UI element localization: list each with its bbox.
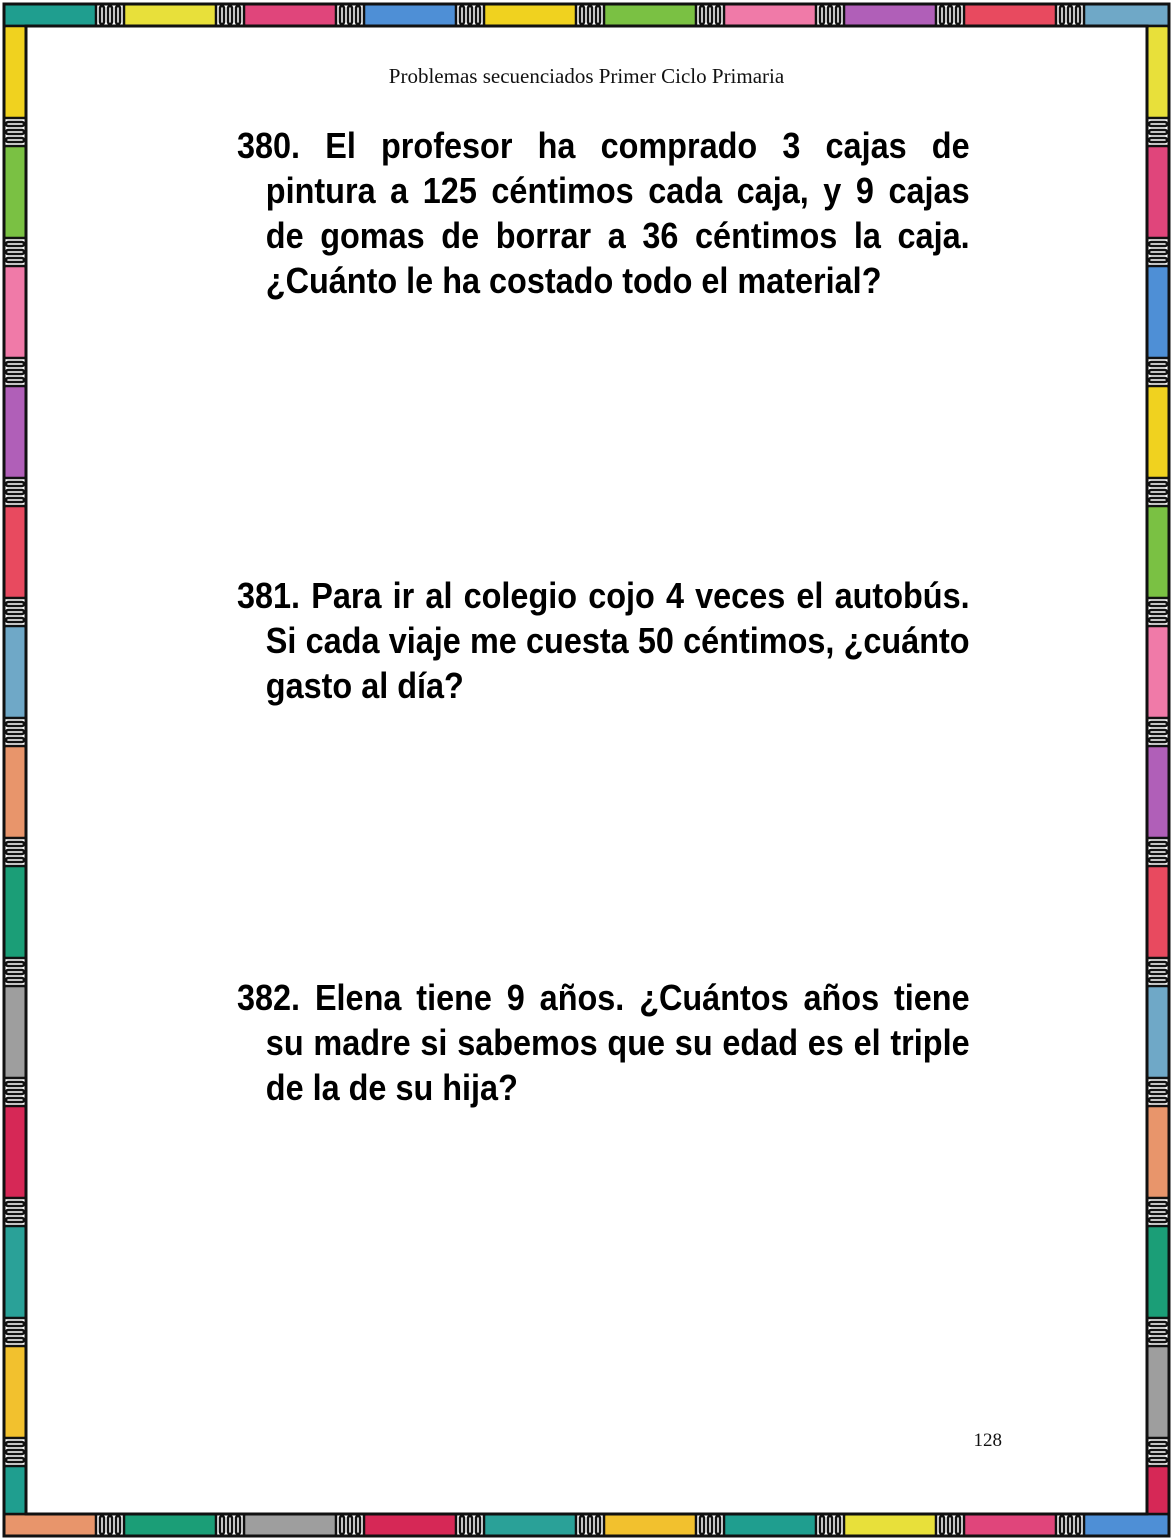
border-segment [844,4,936,26]
border-stripe [1149,1090,1167,1094]
border-segment [4,866,26,958]
border-stripe [6,122,24,126]
border-segment [4,1106,26,1198]
border-stripe [700,1516,704,1534]
border-stripe [6,978,24,982]
problem-381: 381. Para ir al colegio cojo 4 veces el autobús. Si cada viaje me cuesta 50 céntimos, ¿cuánto gasto al día? [237,575,970,706]
border-stripe [1149,490,1167,494]
border-segment [724,1514,816,1536]
border-stripe [6,242,24,246]
border-segment [4,506,26,598]
border-segment [124,1514,216,1536]
border-stripe [1149,1322,1167,1326]
border-stripe [340,1516,344,1534]
border-stripe [460,1516,464,1534]
border-stripe [588,1516,592,1534]
border-segment [4,146,26,238]
border-stripe [1068,1516,1072,1534]
border-stripe [6,1218,24,1222]
border-stripe [1149,1210,1167,1214]
problem-382: 382. Elena tiene 9 años. ¿Cuántos años tiene su madre si sabemos que su edad es el triple de la de su hija? [237,977,970,1108]
border-stripe [1149,1338,1167,1342]
problem-380: 380. El profesor ha comprado 3 cajas de pintura a 125 céntimos cada caja, y 9 cajas de gomas de borrar a 36 céntimos la caja. ¿Cuánto le ha costado todo el material? [237,125,970,301]
border-stripe [956,6,960,24]
border-segment [964,1514,1056,1536]
border-stripe [6,370,24,374]
border-stripe [596,6,600,24]
border-segment [1147,506,1169,598]
border-segment [4,626,26,718]
border-stripe [708,6,712,24]
border-segment [1147,1466,1169,1514]
border-stripe [468,6,472,24]
border-stripe [6,850,24,854]
border-stripe [1149,1218,1167,1222]
border-stripe [716,6,720,24]
border-stripe [6,962,24,966]
border-segment [1147,986,1169,1078]
border-stripe [6,250,24,254]
border-stripe [468,1516,472,1534]
border-stripe [476,6,480,24]
border-stripe [828,6,832,24]
border-stripe [1149,130,1167,134]
border-stripe [1149,978,1167,982]
border-stripe [1149,1330,1167,1334]
border-stripe [1149,250,1167,254]
border-stripe [580,1516,584,1534]
border-stripe [1149,602,1167,606]
border-stripe [588,6,592,24]
border-stripe [6,378,24,382]
border-stripe [1149,850,1167,854]
border-stripe [228,1516,232,1534]
border-segment [1147,746,1169,838]
border-stripe [1060,1516,1064,1534]
border-stripe [1068,6,1072,24]
border-stripe [1149,1458,1167,1462]
border-stripe [220,6,224,24]
border-stripe [580,6,584,24]
border-stripe [940,6,944,24]
border-stripe [1149,378,1167,382]
border-segment [1147,266,1169,358]
border-stripe [1149,1082,1167,1086]
page-header: Problemas secuenciados Primer Ciclo Primaria [388,64,785,88]
border-stripe [100,6,104,24]
border-stripe [356,6,360,24]
border-segment [1147,146,1169,238]
border-stripe [948,6,952,24]
border-stripe [220,1516,224,1534]
border-stripe [6,1458,24,1462]
border-stripe [6,602,24,606]
border-stripe [708,1516,712,1534]
border-stripe [1149,730,1167,734]
border-stripe [340,6,344,24]
border-segment [1147,866,1169,958]
border-stripe [1149,962,1167,966]
border-stripe [6,1330,24,1334]
border-stripe [6,482,24,486]
border-stripe [116,6,120,24]
border-stripe [1149,738,1167,742]
border-stripe [6,722,24,726]
border-stripe [1149,122,1167,126]
border-stripe [236,6,240,24]
border-segment [4,1346,26,1438]
border-stripe [236,1516,240,1534]
border-stripe [1149,1450,1167,1454]
border-segment [604,4,696,26]
border-segment [1147,626,1169,718]
border-stripe [6,258,24,262]
border-segment [1147,386,1169,478]
border-stripe [228,6,232,24]
border-stripe [1149,842,1167,846]
border-stripe [6,858,24,862]
border-stripe [6,1442,24,1446]
border-stripe [1149,370,1167,374]
border-segment [1147,1346,1169,1438]
border-stripe [6,738,24,742]
border-stripe [1076,6,1080,24]
border-stripe [1149,138,1167,142]
border-stripe [716,1516,720,1534]
border-stripe [1149,1202,1167,1206]
border-stripe [700,6,704,24]
border-segment [4,986,26,1078]
border-stripe [6,1210,24,1214]
border-segment [364,1514,456,1536]
border-segment [4,1466,26,1514]
border-stripe [1076,1516,1080,1534]
border-segment [604,1514,696,1536]
border-stripe [6,138,24,142]
border-stripe [1149,498,1167,502]
border-stripe [460,6,464,24]
border-stripe [476,1516,480,1534]
border-stripe [1149,618,1167,622]
border-stripe [1149,858,1167,862]
border-stripe [6,498,24,502]
border-stripe [348,1516,352,1534]
border-stripe [956,1516,960,1534]
border-stripe [820,1516,824,1534]
border-stripe [940,1516,944,1534]
border-stripe [6,490,24,494]
border-stripe [948,1516,952,1534]
border-segment [4,4,96,26]
page-number: 128 [973,1430,1002,1451]
border-stripe [6,1090,24,1094]
border-stripe [1060,6,1064,24]
border-segment [244,1514,336,1536]
border-stripe [1149,610,1167,614]
border-stripe [6,1202,24,1206]
border-stripe [1149,1098,1167,1102]
border-segment [964,4,1056,26]
border-stripe [6,1082,24,1086]
border-segment [4,1226,26,1318]
border-segment [484,4,576,26]
border-segment [1147,1226,1169,1318]
border-segment [1084,4,1169,26]
border-stripe [6,1322,24,1326]
border-stripe [116,1516,120,1534]
border-stripe [1149,482,1167,486]
border-stripe [6,130,24,134]
border-stripe [356,1516,360,1534]
border-segment [1084,1514,1169,1536]
border-stripe [6,730,24,734]
border-stripe [6,842,24,846]
border-segment [364,4,456,26]
border-stripe [108,6,112,24]
border-segment [244,4,336,26]
border-segment [1147,1106,1169,1198]
border-stripe [596,1516,600,1534]
border-segment [124,4,216,26]
border-stripe [836,6,840,24]
border-stripe [108,1516,112,1534]
border-stripe [6,362,24,366]
border-stripe [820,6,824,24]
border-segment [724,4,816,26]
border-stripe [1149,362,1167,366]
border-segment [844,1514,936,1536]
border-stripe [1149,1442,1167,1446]
border-stripe [6,1450,24,1454]
border-segment [4,266,26,358]
border-stripe [836,1516,840,1534]
border-stripe [1149,722,1167,726]
border-stripe [6,610,24,614]
border-stripe [1149,242,1167,246]
border-stripe [1149,970,1167,974]
border-stripe [6,1338,24,1342]
border-segment [4,386,26,478]
border-stripe [6,970,24,974]
border-segment [4,1514,96,1536]
border-segment [4,746,26,838]
border-segment [484,1514,576,1536]
border-stripe [348,6,352,24]
border-stripe [1149,258,1167,262]
border-stripe [100,1516,104,1534]
border-stripe [6,618,24,622]
border-stripe [6,1098,24,1102]
border-stripe [828,1516,832,1534]
